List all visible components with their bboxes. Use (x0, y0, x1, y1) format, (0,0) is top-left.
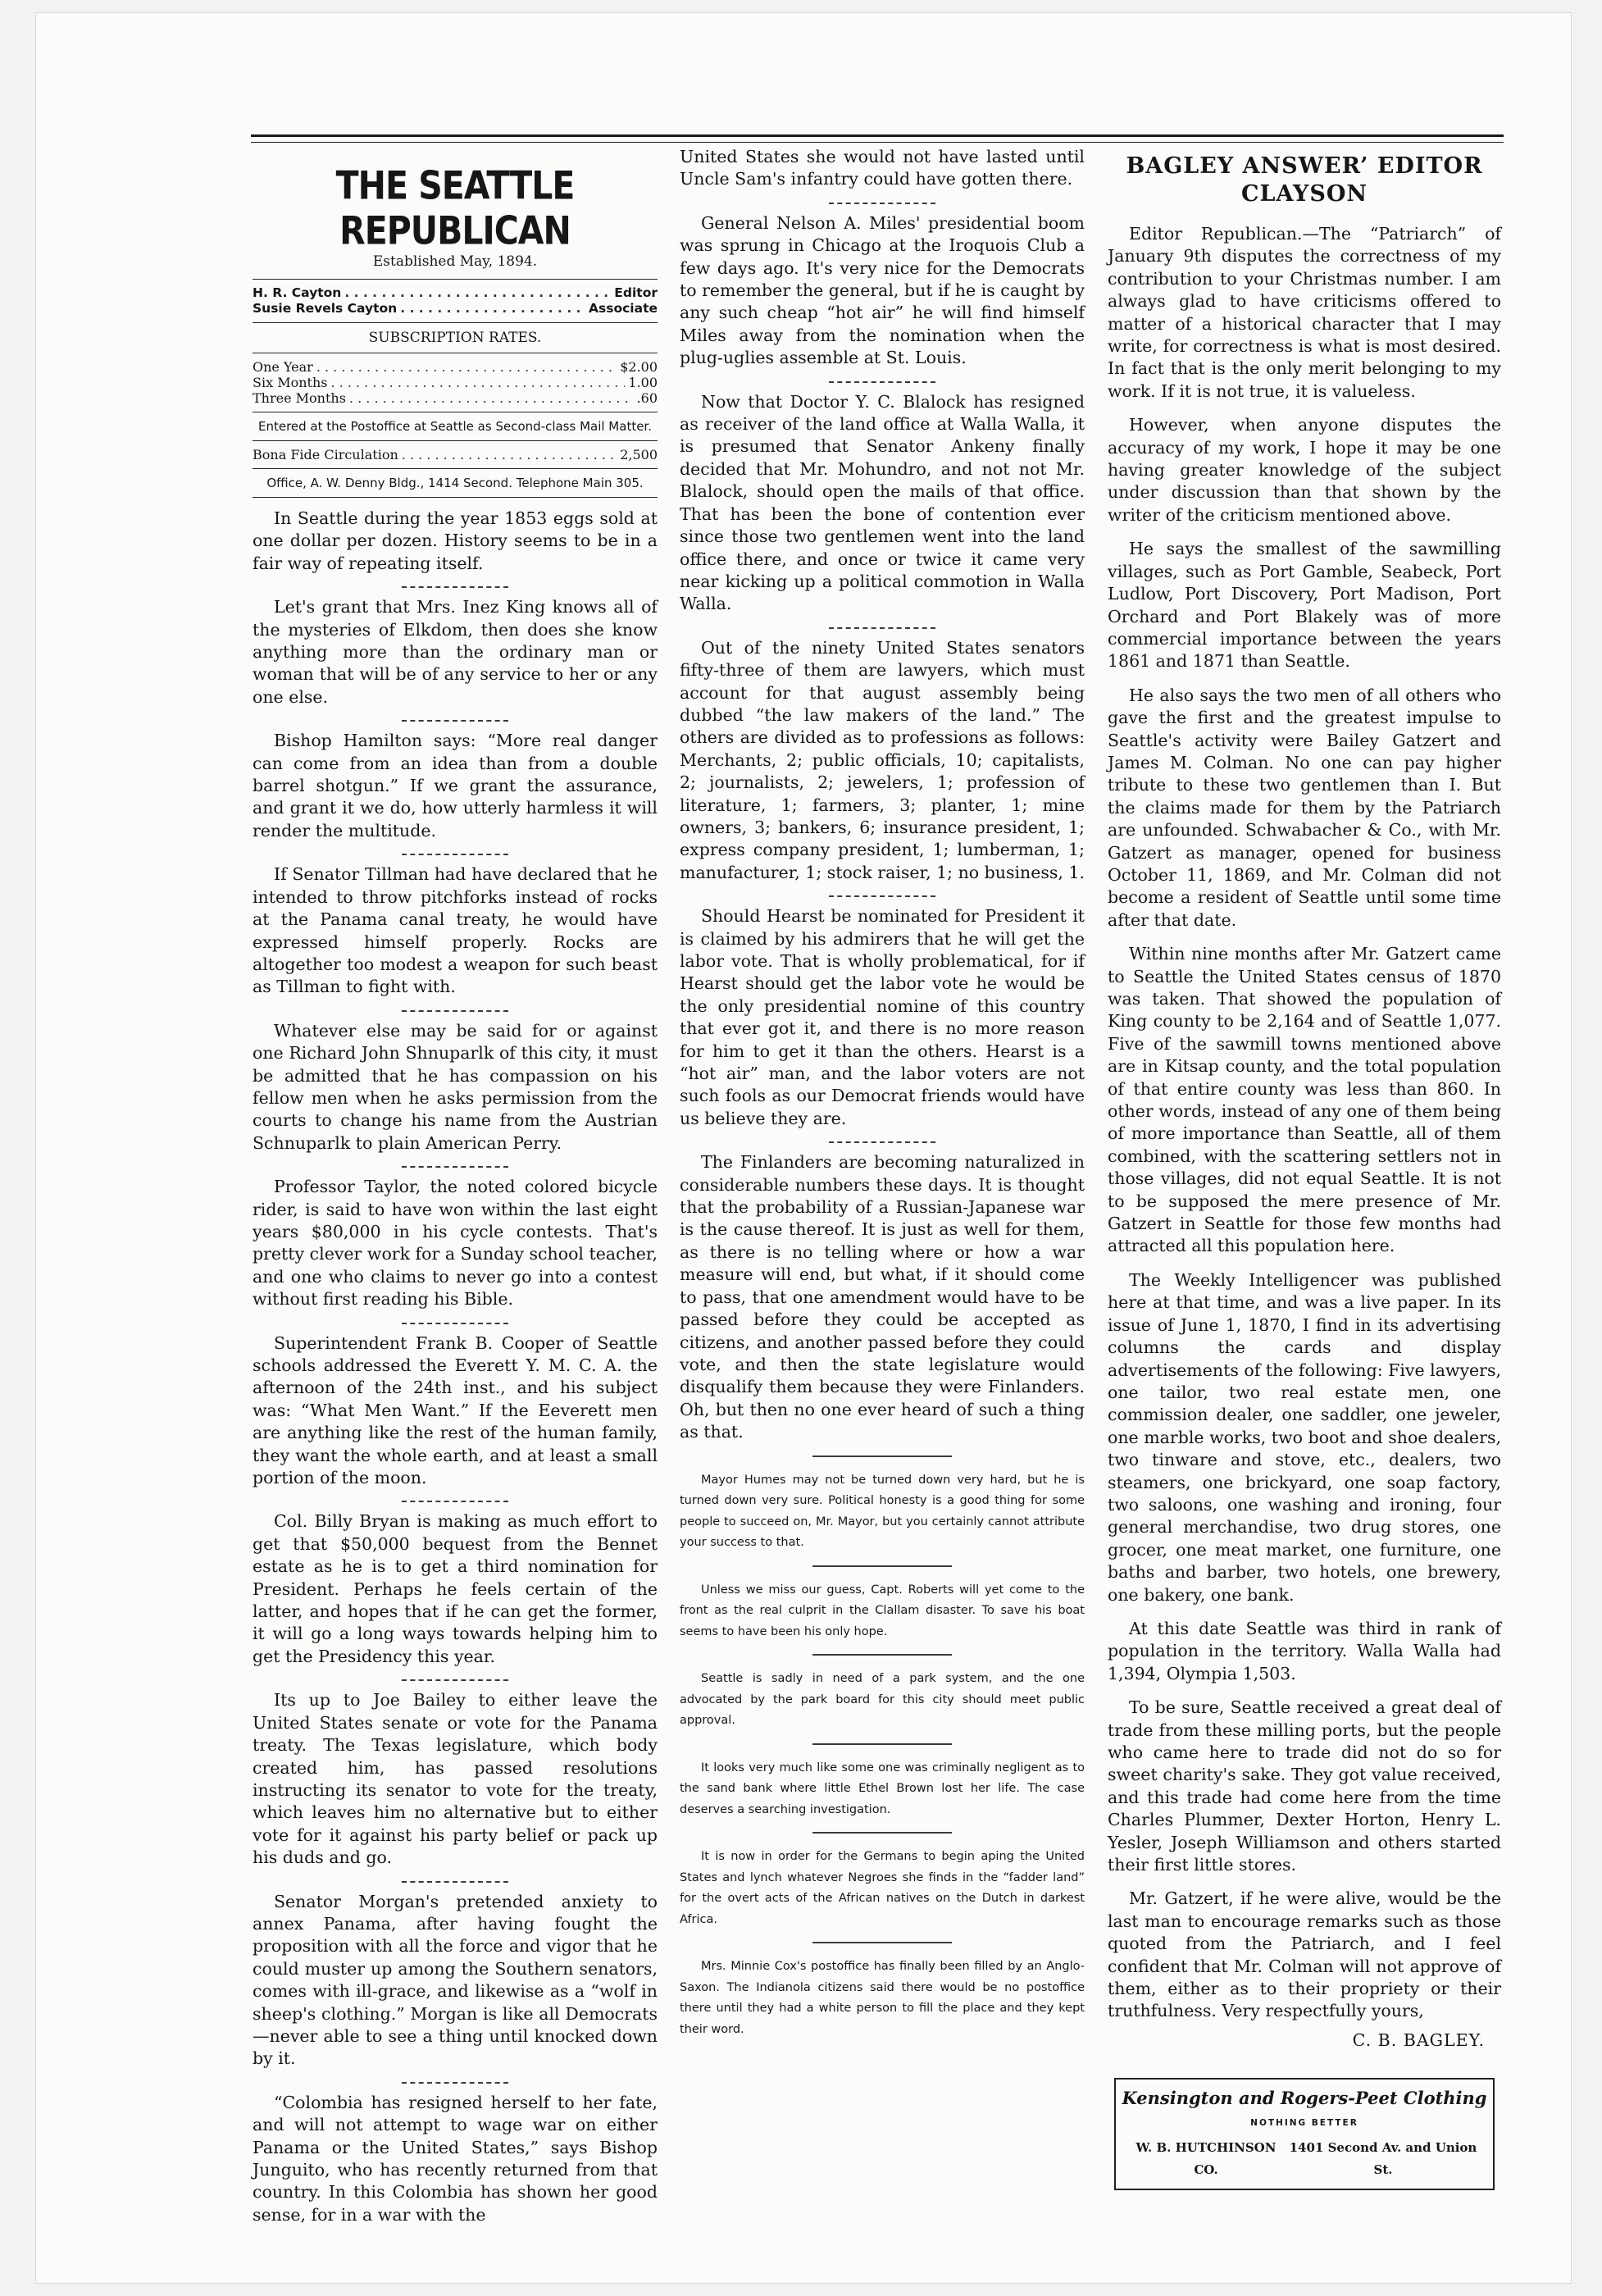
separator (829, 627, 935, 629)
brief-item: Mrs. Minnie Cox's postoffice has finally been filled by an Anglo-Saxon. The Indianola citizens said there would be no postoffice there until they had a white person to fill the place and they kept their word. (680, 1960, 1085, 2036)
paragraph: To be sure, Seattle received a great deal of trade from these milling ports, but the people who came here to trade did not do so for sweet charity's sake. They got value received, and this trade had come here from the time Charles Plummer, Dexter Horton, Henry L. Yesler, Joseph Williamson and others started their first little stores. (1108, 1697, 1501, 1875)
separator (402, 1323, 508, 1324)
divider (253, 322, 658, 323)
top-rule (251, 134, 1504, 143)
separator (812, 1565, 952, 1567)
brief-item: Unless we miss our guess, Capt. Roberts will yet come to the front as the real culprit in the Clallam disaster. To save his boat seems to have been his only hope. (680, 1583, 1085, 1638)
column-2 (680, 146, 1085, 2052)
brief-item: It looks very much like some one was criminally negligent as to the sand bank where little Ethel Brown lost her life. The case deserves a searching investigation. (680, 1761, 1085, 1816)
paragraph: Now that Doctor Y. C. Blalock has resigned as receiver of the land office at Walla Walla, it is presumed that Senator Ankeny finally decided that Mr. Mohundro, and not not Mr. Blalock, should open the mails of that office. That has been the bone of contention ever since those two gentlemen went into the land office there, and once or twice it came very near kicking up a political commotion in Walla Walla. (680, 391, 1085, 614)
signature: C. B. BAGLEY. (1352, 2029, 1485, 2050)
paragraph: If Senator Tillman had have declared that he intended to throw pitchforks instead of rocks at the Panama canal treaty, he would have expressed himself properly. Rocks are altogether too modest a weapon for such beast as Tillman to fight with. (253, 864, 658, 997)
paragraph: At this date Seattle was third in rank of population in the territory. Walla Walla had 1,394, Olympia 1,503. (1108, 1618, 1501, 1683)
separator (402, 586, 508, 588)
separator (402, 2082, 508, 2084)
paragraph: Bishop Hamilton says: “More real danger can come from an idea than from a double barrel shotgun.” If we grant the assurance, and grant it we do, how utterly harmless it will render the multitude. (253, 731, 658, 840)
brief-items (680, 1470, 1085, 2041)
column-3 (1108, 146, 1501, 2190)
rate-row: Six Months . . . 1.00 (253, 375, 658, 390)
separator (402, 720, 508, 722)
staff-row: H. R. Cayton . . . Editor (253, 285, 658, 301)
paragraph: He says the smallest of the sawmilling villages, such as Port Gamble, Seabeck, Port Ludlow, Port Discovery, Port Madison, Port Orchard and Port Blakely was of more commercial importance between the years 1861 and 1871 than Seattle. (1108, 539, 1501, 672)
divider (253, 497, 658, 498)
office-notice: Office, A. W. Denny Bldg., 1414 Second. Telephone Main 305. (266, 476, 644, 490)
separator (812, 1942, 952, 1943)
paragraph: He also says the two men of all others who gave the first and the greatest impulse to Seattle's activity were Bailey Gatzert and James M. Colman. No one can pay higher tribute to these two gentlemen than I. But the claims made for them by the Patriarch are unfounded. Schwabacher & Co., with Mr. Gatzert as manager, opened for business October 11, 1869, and Mr. Colman did not become a resident of Seattle until some time after that date. (1108, 685, 1501, 930)
rate-row: One Year . . . $2.00 (253, 359, 658, 375)
brief-item: Mayor Humes may not be turned down very hard, but he is turned down very sure. Political honesty is a good thing for some people to succeed on, Mr. Mayor, but you certainly cannot attribute your success to that. (680, 1473, 1085, 1550)
paragraph: Let's grant that Mrs. Inez King knows all of the mysteries of Elkdom, then does she know anything more than the ordinary man or woman that will be of any service to her or any one else. (253, 597, 658, 707)
paragraph: Should Hearst be nominated for President it is claimed by his admirers that he will get the labor vote. That is wholly problematical, for if Hearst should get the labor vote he would be the only presidential nomine of this country that ever got it, and there is no more reason for him to get it than the others. Hearst is a “hot air” man, and the labor voters are not such fools as our Democrat friends would have us believe they are. (680, 906, 1085, 1128)
separator (402, 1166, 508, 1168)
paragraph: Senator Morgan's pretended anxiety to annex Panama, after having fought the proposition with all the force and vigor that he could muster up among the Southern senators, comes with ill-grace, and likewise as a “wolf in sheep's clothing.” Morgan is like all Democrats—never able to see a thing until knocked down by it. (253, 1891, 658, 2069)
paragraph: However, when anyone disputes the accuracy of my work, I hope it may be one having greater knowledge of the subject under discussion than that shown by the writer of the criticism mentioned above. (1108, 415, 1501, 525)
postoffice-notice: Entered at the Postoffice at Seattle as Second-class Mail Matter. (257, 419, 652, 434)
separator (829, 381, 935, 383)
brief-item: It is now in order for the Germans to begin aping the United States and lynch whatever Negroes she finds in the “fadder land” for the overt acts of the African natives on the Dutch in darkest Africa. (680, 1850, 1085, 1926)
separator (402, 1501, 508, 1502)
brief-item: Seattle is sadly in need of a park system, and the one advocated by the park board for this city should meet public approval. (680, 1672, 1085, 1728)
separator (812, 1654, 952, 1656)
paragraph: United States she would not have lasted until Uncle Sam's infantry could have gotten there. (680, 147, 1085, 189)
paragraph: The Weekly Intelligencer was published here at that time, and was a live paper. In its issue of June 1, 1870, I find in its advertising columns the cards and display advertisements of the following: Five lawyers, one tailor, two real estate men, one commission dealer, one saddler, one jeweler, one marble works, two boot and shoe dealers, two tinware and stove, etc., dealers, two steamers, one brickyard, one soap factory, two saloons, one washing and ironing, four general merchandise, two drug stores, one grocer, one meat market, one furniture, one baths and barber, two hotels, one brewery, one bakery, one bank. (1108, 1269, 1502, 1605)
newspaper-page (36, 13, 1571, 2283)
paragraph: Col. Billy Bryan is making as much effort to get that $50,000 bequest from the Bennet estate as he is to get a third nomination for President. Perhaps he feels certain of the latter, and hopes that if he can get the former, it will go a long ways towards helping him to get the Presidency this year. (253, 1511, 658, 1666)
paragraph: The Finlanders are becoming naturalized in considerable numbers these days. It is thought that the probability of a Russian-Japanese war is the cause thereof. It is just as well for them, as there is no telling where or how a war measure will end, but what, if it should come to pass, that one amendment would have to be passed before they could be accepted as citizens, and another passed before they could vote, and then the state legislature would disqualify them because they were Finlanders. Oh, but then no one ever heard of such a thing as that. (680, 1152, 1085, 1442)
paragraph: Its up to Joe Bailey to either leave the United States senate or vote for the Panama treaty. The Texas legislature, which body created him, has passed resolutions instructing its senator to vote for the treaty, which leaves him no alternative but to either vote for it against his party belief or pack up his duds and go. (253, 1690, 658, 1868)
paragraph: Mr. Gatzert, if he were alive, would be the last man to encourage remarks such as those quoted from the Patriarch, and I feel confident that Mr. Colman will not approve of them, either as to their propriety or their truthfulness. Very respectfully yours, (1108, 1888, 1501, 2021)
divider (253, 279, 658, 280)
column-1 (253, 146, 658, 2238)
article-headline: BAGLEY ANSWER’ EDITOR CLAYSON (1126, 153, 1483, 207)
separator (402, 854, 508, 855)
paragraph: Out of the ninety United States senators fifty-three of them are lawyers, which must account for that august assembly being dubbed “the law makers of the land.” The others are divided as to professions as follows: Merchants, 2; public officials, 10; capitalists, 2; journalists, 2; jewelers, 1; profession of literature, 1; farmers, 3; planter, 1; mine owners, 3; bankers, 6; insurance president, 1; express company president, 1; lumberman, 1; manufacturer, 1; stock raiser, 1; no business, 1. (680, 637, 1085, 882)
separator (812, 1743, 952, 1745)
paragraph: Editor Republican.—The “Patriarch” of January 9th disputes the correctness of my contribution to your Christmas number. I am always glad to have criticisms offered to matter of a historical character that I may write, for correctness is what is most desired. In fact that is the only merit belonging to my work. If it is not true, it is valueless. (1108, 224, 1501, 401)
staff-row: Susie Revels Cayton . . . Associate (253, 301, 658, 317)
subscription-heading: SUBSCRIPTION RATES. (368, 330, 542, 346)
paragraph: Within nine months after Mr. Gatzert came to Seattle the United States census of 1870 was taken. That showed the population of King county to be 2,164 and of Seattle 1,077. Five of the sawmill towns mentioned above are in Kitsap county, and the total population of that entire county was less than 860. In other words, instead of any one of them being of more importance than Seattle, all of them combined, with the scattering settlers not in those villages, did not equal Seattle. It is not to be supposed the mere presence of Mr. Gatzert in Seattle for those few months had attracted all this population here. (1108, 944, 1501, 1256)
separator (829, 203, 935, 204)
ad-footer (1121, 2137, 1488, 2182)
masthead-title: THE SEATTLE REPUBLICAN (335, 162, 575, 254)
divider (253, 468, 658, 469)
paragraph: Professor Taylor, the noted colored bicycle rider, is said to have won within the last eight years $80,000 in his cycle contests. That's pretty clever work for a Sunday school teacher, and one who claims to never go into a contest without first reading his Bible. (253, 1177, 658, 1310)
paragraph: Superintendent Frank B. Cooper of Seattle schools addressed the Everett Y. M. C. A. the afternoon of the 24th inst., and his subject was: “What Men Want.” If the Eeverett men are anything like the rest of the human family, they want the whole earth, and at least a small portion of the moon. (253, 1332, 658, 1488)
paragraph: In Seattle during the year 1853 eggs sold at one dollar per dozen. History seems to be in a fair way of repeating itself. (253, 508, 658, 573)
established-line: Established May, 1894. (372, 253, 538, 270)
clothing-advertisement (1114, 2078, 1495, 2189)
paragraph: “Colombia has resigned herself to her fate, and will not attempt to wage war on either Panama or the United States,” says Bishop Junguito, who has recently returned from that country. In this Colombia has shown her good sense, for in a war with the (253, 2092, 658, 2225)
rate-row: Three Months . . . .60 (253, 390, 658, 406)
ad-tagline: NOTHING BETTER (1250, 2118, 1359, 2129)
ad-seller: W. B. HUTCHINSON CO. (1136, 2139, 1277, 2178)
separator (402, 1679, 508, 1681)
separator (829, 895, 935, 897)
separator (829, 1141, 935, 1143)
divider (253, 440, 658, 441)
paragraph: Whatever else may be said for or against one Richard John Shnuparlk of this city, it must be admitted that he has compassion on his fellow men when he asks permission from the courts to change his name from the Austrian Schnuparlk to plain American Perry. (253, 1020, 658, 1153)
separator (812, 1456, 952, 1457)
ad-address: 1401 Second Av. and Union St. (1289, 2139, 1477, 2178)
circulation-row: Bona Fide Circulation . . . 2,500 (253, 447, 658, 462)
ad-title: Kensington and Rogers-Peet Clothing (1122, 2088, 1487, 2109)
separator (402, 1010, 508, 1012)
separator (812, 1832, 952, 1834)
paragraph: General Nelson A. Miles' presidential boom was sprung in Chicago at the Iroquois Club a few days ago. It's very nice for the Democrats to remember the general, but if he is caught by any such cheap “hot air” he will find himself Miles away from the nomination when the plug-uglies assemble at St. Louis. (680, 212, 1085, 368)
separator (402, 1881, 508, 1883)
